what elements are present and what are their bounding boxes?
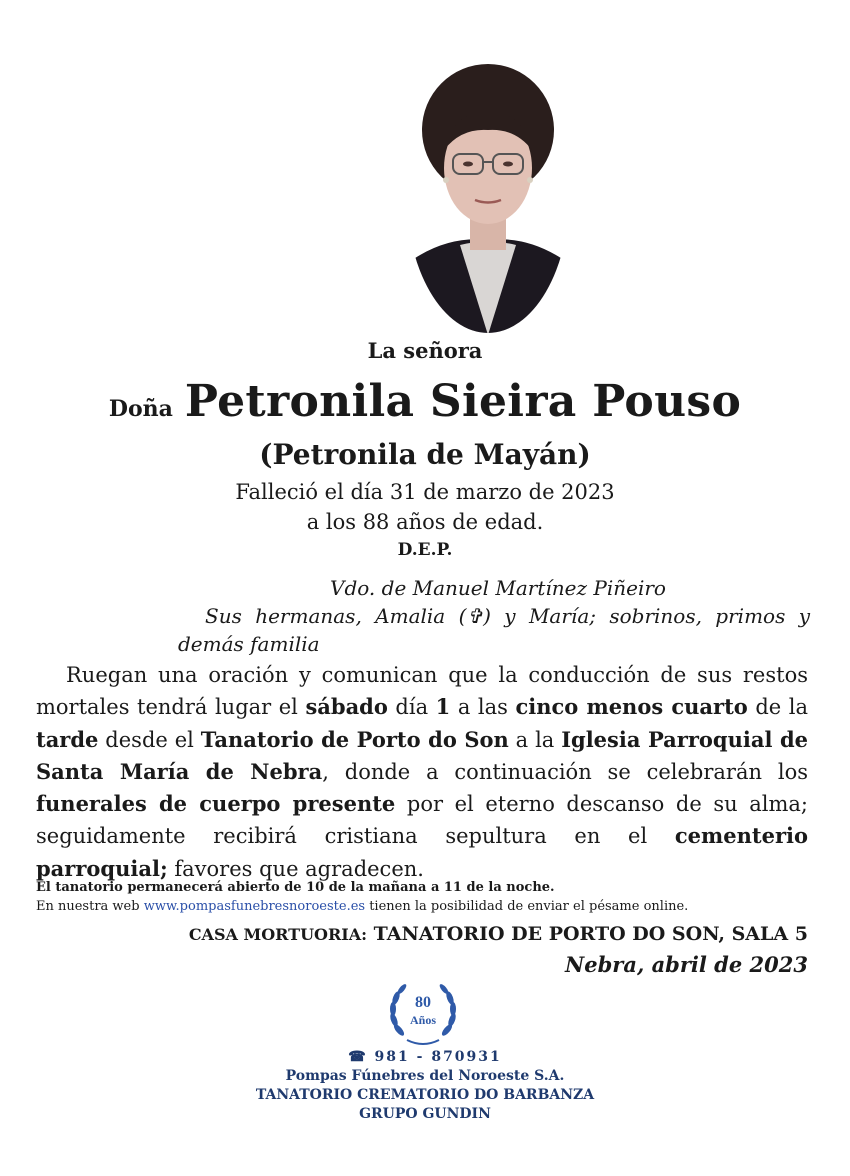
badge-number: 80 — [415, 994, 431, 1011]
website-link[interactable]: www.pompasfunebresnoroeste.es — [143, 899, 366, 914]
phone-number[interactable]: 981 - 870931 — [374, 1049, 502, 1065]
announcement-body: Ruegan una oración y comunican que la conducción de sus restos mortales tendrá lugar el sábado día 1 a las cinco menos cuarto de la tarde desde el Tanatorio de Porto do Son a la Iglesia Parroquial de Santa María de Nebra, donde a continuación se celebrarán los funerales de cuerpo presente por el eterno descanso de su alma; seguidamente recibirá cristiana sepultura en el cementerio parroquial; favores que agradecen. — [36, 663, 809, 881]
company-name: Pompas Fúnebres del Noroeste S.A. — [285, 1068, 565, 1084]
casa-value: TANATORIO DE PORTO DO SON, SALA 5 — [367, 923, 808, 945]
anniversary-laurel-badge — [385, 980, 461, 1048]
portrait-photo — [405, 50, 571, 335]
telephone-icon: ☎ — [348, 1049, 368, 1065]
funeral-home-location — [189, 923, 808, 945]
intro-text: La señora — [367, 338, 483, 363]
age-text: a los 88 años de edad. — [306, 510, 544, 534]
death-date: Falleció el día 31 de marzo de 2023 — [235, 480, 615, 504]
deceased-name-row — [0, 376, 850, 427]
casa-label: CASA MORTUORIA: — [188, 925, 368, 944]
place-date: Nebra, abril de 2023 — [565, 952, 808, 977]
opening-hours-note: El tanatorio permanecerá abierto de 10 de la mañana a 11 de la noche. — [36, 880, 555, 895]
phone-line — [0, 1049, 850, 1065]
deceased-name: Petronila Sieira Pouso — [184, 376, 742, 427]
honorific: Doña — [108, 396, 173, 422]
family-others: demás familia — [178, 632, 320, 656]
dep-text: D.E.P. — [397, 540, 453, 560]
family-relatives: Sus hermanas, Amalia (✞) y María; sobrinos, primos y — [205, 604, 810, 628]
deceased-alias: (Petronila de Mayán) — [259, 438, 591, 471]
web-note: En nuestra web www.pompasfunebresnoroeste.es tienen la posibilidad de enviar el pésame online. — [36, 899, 689, 914]
company-line-3: GRUPO GUNDIN — [359, 1106, 491, 1122]
family-widower: Vdo. de Manuel Martínez Piñeiro — [330, 576, 666, 600]
company-line-2: TANATORIO CREMATORIO DO BARBANZA — [255, 1087, 595, 1103]
badge-word: Años — [409, 1013, 437, 1027]
